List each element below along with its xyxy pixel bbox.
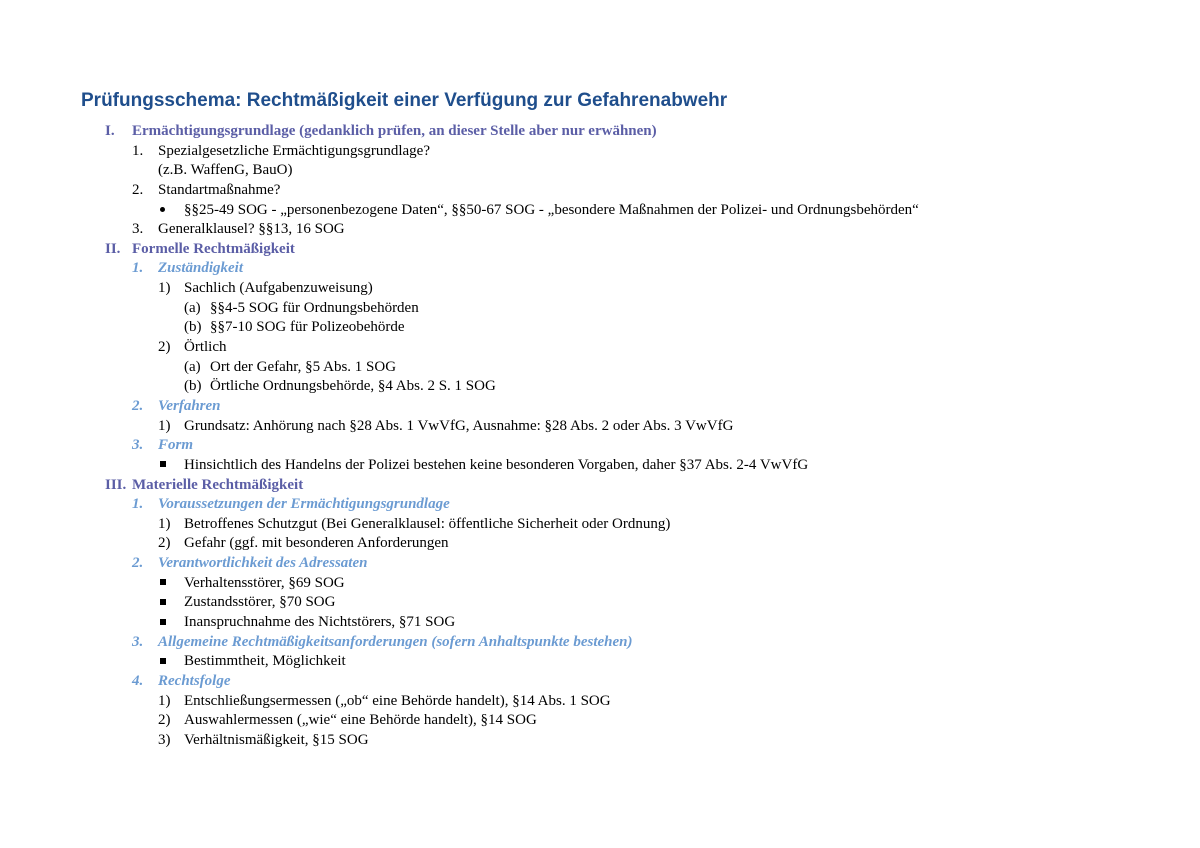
outline-text: Grundsatz: Anhörung nach §28 Abs. 1 VwVfG, Ausnahme: §28 Abs. 2 oder Abs. 3 VwVfG xyxy=(184,417,734,434)
outline-line xyxy=(0,417,1200,437)
outline-text: Gefahr (ggf. mit besonderen Anforderungen xyxy=(184,535,449,552)
outline-text: §§25-49 SOG - „personenbezogene Daten“, §§50-67 SOG - „besondere Maßnahmen der Polizei- und Ordnungsbehörden“ xyxy=(184,201,919,218)
list-number: 2. xyxy=(132,181,144,198)
square-bullet-icon xyxy=(160,613,166,633)
list-number: 2) xyxy=(158,339,171,356)
list-number: 1. xyxy=(132,260,144,277)
outline-text: Verfahren xyxy=(158,397,221,414)
list-number: 1) xyxy=(158,515,171,532)
outline-text: Allgemeine Rechtmäßigkeitsanforderungen (sofern Anhaltspunkte bestehen) xyxy=(158,633,633,650)
outline-line xyxy=(0,279,1200,299)
outline-text: Formelle Rechtmäßigkeit xyxy=(132,240,295,257)
outline-line xyxy=(0,652,1200,672)
list-number: 2. xyxy=(132,555,144,572)
outline-line xyxy=(0,142,1200,162)
round-bullet-icon xyxy=(160,201,165,221)
outline-text: Spezialgesetzliche Ermächtigungsgrundlage? xyxy=(158,142,430,159)
list-number: 3) xyxy=(158,731,171,748)
outline-line xyxy=(0,574,1200,594)
outline-line xyxy=(0,181,1200,201)
square-bullet-icon xyxy=(160,593,166,613)
list-number: 1) xyxy=(158,280,171,297)
outline-text: Bestimmtheit, Möglichkeit xyxy=(184,653,346,670)
outline-line xyxy=(0,358,1200,378)
list-number: 1) xyxy=(158,692,171,709)
outline-line xyxy=(0,554,1200,574)
outline-line xyxy=(0,259,1200,279)
outline-text: Hinsichtlich des Handelns der Polizei bestehen keine besonderen Vorgaben, daher §37 Abs. 2-4 VwVfG xyxy=(184,456,809,473)
outline-text: Standartmaßnahme? xyxy=(158,181,281,198)
list-number: 3. xyxy=(132,437,144,454)
outline-text: Inanspruchnahme des Nichtstörers, §71 SOG xyxy=(184,614,456,631)
outline-text: Örtlich xyxy=(184,339,227,356)
outline-text: Örtliche Ordnungsbehörde, §4 Abs. 2 S. 1 SOG xyxy=(210,378,496,395)
outline-line xyxy=(0,377,1200,397)
outline-line xyxy=(0,161,1200,181)
outline-text: (z.B. WaffenG, BauO) xyxy=(158,162,293,179)
page-title: Prüfungsschema: Rechtmäßigkeit einer Verfügung zur Gefahrenabwehr xyxy=(81,90,728,111)
list-number: II. xyxy=(105,240,121,257)
outline-text: Sachlich (Aufgabenzuweisung) xyxy=(184,280,373,297)
outline-text: §§7-10 SOG für Polizeobehörde xyxy=(210,319,405,336)
list-number: (b) xyxy=(184,319,202,336)
outline-line xyxy=(0,436,1200,456)
outline-line xyxy=(0,476,1200,496)
outline-line xyxy=(0,633,1200,653)
outline-line xyxy=(0,711,1200,731)
list-number: (a) xyxy=(184,358,201,375)
outline-line xyxy=(0,515,1200,535)
outline-line xyxy=(0,122,1200,142)
outline-line xyxy=(0,495,1200,515)
outline-line xyxy=(0,201,1200,221)
list-number: 2) xyxy=(158,535,171,552)
outline-text: Auswahlermessen („wie“ eine Behörde handelt), §14 SOG xyxy=(184,712,537,729)
outline-line xyxy=(0,240,1200,260)
outline-text: Generalklausel? §§13, 16 SOG xyxy=(158,221,345,238)
outline-text: Verhältnismäßigkeit, §15 SOG xyxy=(184,731,369,748)
outline-line xyxy=(0,299,1200,319)
list-number: 1. xyxy=(132,496,144,513)
outline-line xyxy=(0,613,1200,633)
list-number: 2) xyxy=(158,712,171,729)
outline-line xyxy=(0,731,1200,751)
outline-line xyxy=(0,220,1200,240)
outline-line xyxy=(0,672,1200,692)
outline-line xyxy=(0,338,1200,358)
outline-text: Rechtsfolge xyxy=(158,672,231,689)
outline-text: Verantwortlichkeit des Adressaten xyxy=(158,555,368,572)
list-number: III. xyxy=(105,476,127,493)
list-number: 4. xyxy=(132,672,144,689)
outline-text: Materielle Rechtmäßigkeit xyxy=(132,476,304,493)
outline-text: Verhaltensstörer, §69 SOG xyxy=(184,574,345,591)
list-number: (a) xyxy=(184,299,201,316)
outline-text: Zuständigkeit xyxy=(158,260,244,277)
square-bullet-icon xyxy=(160,456,166,476)
outline-list xyxy=(0,122,1200,751)
list-number: I. xyxy=(105,123,115,139)
list-number: (b) xyxy=(184,378,202,395)
outline-text: Ort der Gefahr, §5 Abs. 1 SOG xyxy=(210,358,397,375)
outline-line xyxy=(0,318,1200,338)
outline-text: Ermächtigungsgrundlage (gedanklich prüfen, an dieser Stelle aber nur erwähnen) xyxy=(132,123,657,139)
outline-line xyxy=(0,534,1200,554)
outline-text: Form xyxy=(158,437,194,454)
outline-line xyxy=(0,397,1200,417)
square-bullet-icon xyxy=(160,652,166,672)
list-number: 1. xyxy=(132,142,144,159)
outline-text: Zustandsstörer, §70 SOG xyxy=(184,594,336,611)
outline-text: Betroffenes Schutzgut (Bei Generalklausel: öffentliche Sicherheit oder Ordnung) xyxy=(184,515,671,532)
outline-text: Entschließungsermessen („ob“ eine Behörde handelt), §14 Abs. 1 SOG xyxy=(184,692,611,709)
list-number: 3. xyxy=(132,221,144,238)
square-bullet-icon xyxy=(160,574,166,594)
outline-line xyxy=(0,456,1200,476)
outline-text: §§4-5 SOG für Ordnungsbehörden xyxy=(210,299,419,316)
outline-line xyxy=(0,593,1200,613)
list-number: 1) xyxy=(158,417,171,434)
list-number: 3. xyxy=(132,633,144,650)
outline-line xyxy=(0,692,1200,712)
outline-text: Voraussetzungen der Ermächtigungsgrundlage xyxy=(158,496,450,513)
list-number: 2. xyxy=(132,397,144,414)
